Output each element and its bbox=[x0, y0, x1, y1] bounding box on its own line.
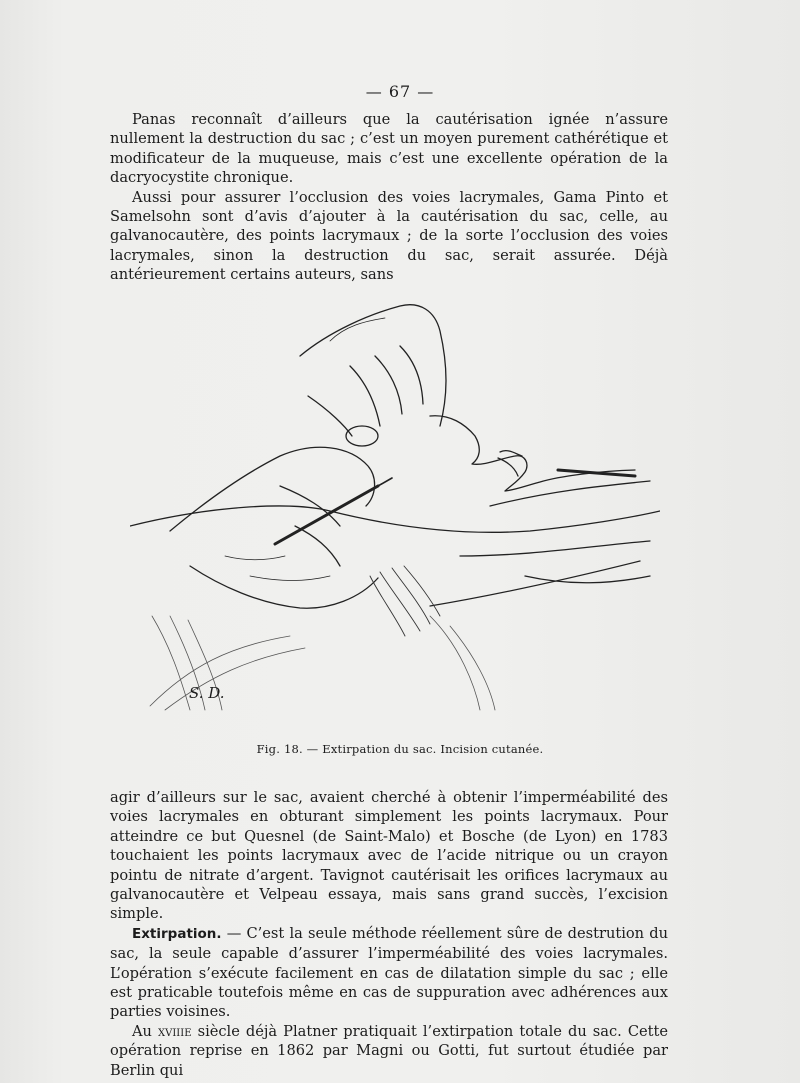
surgical-illustration bbox=[130, 286, 660, 718]
text-block-bottom bbox=[110, 788, 668, 1080]
paragraph: agir d’ailleurs sur le sac, avaient cherché à obtenir l’imperméabilité des voies lacrymales en obturant simplement les points lacrymaux. Pour atteindre ce but Quesnel (de Saint-Malo) et Bosche (de Lyon) en 1783 touchaient les points lacrymaux avec de l’acide nitrique ou un crayon pointu de nitrate d’argent. Tavignot cautérisait les orifices lacrymaux au galvanocautère et Velpeau essaya, mais sans grand succès, l’excision simple. bbox=[110, 789, 668, 923]
paragraph-text: — C’est la seule méthode réellement sûre de destrution du sac, la seule capable d’assurer l’imperméabilité des voies lacrymales. L’opération s’exécute facilement en cas de dilatation simple du sac ; elle est praticable toutefois même en cas de suppuration avec adhérences aux parties voisines. bbox=[110, 924, 668, 1021]
paragraph-text: Au bbox=[132, 1022, 159, 1040]
patient-face bbox=[430, 416, 635, 491]
paragraph-extirpation bbox=[110, 924, 668, 1022]
paragraph: Aussi pour assurer l’occlusion des voies lacrymales, Gama Pinto et Samelsohn sont d’avis d’ajouter à la cautérisation du sac, celle, au galvanocautère, des points lacrymaux ; de la sorte l’occlusion des voies lacrymales, sinon la destruction du sac, serait assurée. Déjà antérieurement certains auteurs, sans bbox=[110, 188, 668, 284]
figure-caption: Fig. 18. — Extirpation du sac. Incision cutanée. bbox=[256, 742, 544, 756]
paragraph: Panas reconnaît d’ailleurs que la cautérisation ignée n’assure nullement la destruction du sac ; c’est un moyen purement cathérétique et modificateur de la muqueuse, mais c’est une excellente opération de la dacryocystite chronique. bbox=[110, 111, 668, 187]
artist-signature: S. D. bbox=[189, 684, 225, 702]
paragraph bbox=[110, 1022, 668, 1080]
text-block-top bbox=[110, 110, 668, 285]
upper-hand bbox=[300, 305, 446, 446]
lower-hand bbox=[170, 447, 378, 608]
page-number: — 67 — bbox=[365, 82, 435, 101]
patient-hair bbox=[370, 566, 440, 636]
patient-shoulder bbox=[130, 506, 660, 532]
patient-neck bbox=[490, 481, 650, 506]
century-numeral: xviiie bbox=[158, 1022, 192, 1040]
paragraph-text: siècle déjà Platner pratiquait l’extirpation totale du sac. Cette opération reprise en 1862 par Magni ou Gotti, fut surtout étudiée par Berlin qui bbox=[110, 1022, 669, 1079]
scalpel bbox=[275, 486, 378, 544]
section-heading: Extirpation. bbox=[132, 925, 222, 942]
